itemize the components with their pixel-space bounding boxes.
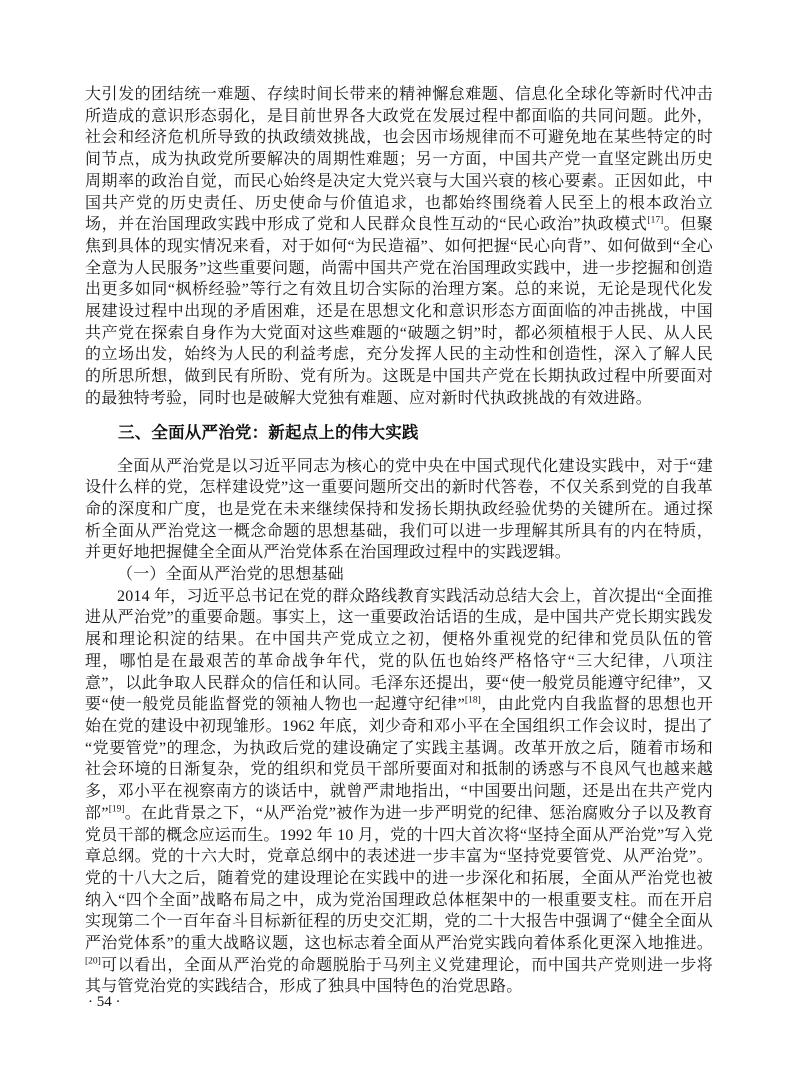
text-run: 2014 年，习近平总书记在党的群众路线教育实践活动总结大会上，首次提出“全面推进从严治党”的重要命题。事实上，这一重要政治话语的生成，是中国共产党长期实践发展和理论积淀的结果。在中国共产党成立之初，便格外重视党的纪律和党员队伍的管理，哪怕是在最艰苦的革命战争年代，党的队伍也始终严格恪守“三大纪律，八项注意”，以此争取人民群众的信任和认同。毛泽东还提出，要“使一般党员能遵守纪律”，又要“使一般党员能监督党的领袖人物也一起遵守纪律” (85, 587, 713, 714)
text-run: 。但聚焦到具体的现实情况来看，对于如何“为民造福”、如何把握“民心向背”、如何做到“全心全意为人民服务”这些重要问题，尚需中国共产党在治国理政实践中，进一步挖掘和创造出更多如同“枫桥经验”等行之有效且切合实际的治理方案。总的来说，无论是现代化发展建设过程中出现的矛盾困难，还是在思想文化和意识形态方面面临的冲击挑战，中国共产党在探索自身作为大党面对这些难题的“破题之钥”时，都必须植根于人民、从人民的立场出发，始终为人民的利益考虑，充分发挥人民的主动性和创造性，深入了解人民的所思所想，做到民有所盼、党有所为。这既是中国共产党在长期执政过程中所要面对的最独特考验，同时也是破解大党独有难题、应对新时代执政挑战的有效进路。 (85, 216, 713, 407)
article-body (85, 84, 713, 998)
paragraph (85, 456, 713, 565)
citation-ref: [19] (108, 804, 125, 815)
citation-ref: [17] (647, 215, 664, 226)
text-run: 可以看出，全面从严治党的命题脱胎于马列主义党建理论，而中国共产党则进一步将其与管党治党的实践结合，形成了独具中国特色的治党思路。 (85, 956, 713, 996)
page-number: · 54 · (88, 994, 121, 1010)
subsection-heading: （一）全面从严治党的思想基础 (117, 566, 344, 584)
text-run: 大引发的团结统一难题、存续时间长带来的精神懈怠难题、信息化全球化等新时代冲击所造成的意识形态弱化，是目前世界各大政党在发展过程中都面临的共同问题。此外，社会和经济危机所导致的执政绩效挑战，也会因市场规律而不可避免地在某些特定的时间节点，成为执政党所要解决的周期性难题；另一方面，中国共产党一直坚定跳出历史周期率的政治自觉，而民心始终是决定大党兴衰与大国兴衰的核心要素。正因如此，中国共产党的历史责任、历史使命与价值追求，也都始终围绕着人民至上的根本政治立场，并在治国理政实践中形成了党和人民群众良性互动的“民心政治”执政模式 (85, 86, 713, 234)
paragraph (85, 586, 713, 998)
text-run: 全面从严治党是以习近平同志为核心的党中央在中国式现代化建设实践中，对于“建设什么样的党，怎样建设党”这一重要问题所交出的新时代答卷，不仅关系到党的自我革命的深度和广度，也是党在未来继续保持和发扬长期执政经验优势的关键所在。通过探析全面从严治党这一概念命题的思想基础，我们可以进一步理解其所具有的内在特质，并更好地把握健全全面从严治党体系在治国理政过程中的实践逻辑。 (85, 457, 713, 562)
paragraph-continuation (85, 84, 713, 410)
citation-ref: [20] (85, 956, 101, 967)
citation-ref: [18] (464, 695, 481, 706)
text-run: ，由此党内自我监督的思想也开始在党的建设中初现雏形。1962 年底，刘少奇和邓小平在全国组织工作会议时，提出了“党要管党”的理念，为执政后党的建设确定了实践主基调。改革开放之后，随着市场和社会环境的日渐复杂，党的组织和党员干部所要面对和抵制的诱惑与不良风气也越来越多，邓小平在视察南方的谈话中，就曾严肃地指出，“中国要出问题，还是出在共产党内部” (85, 696, 713, 822)
text-run: 。在此背景之下，“从严治党”被作为进一步严明党的纪律、惩治腐败分子以及教育党员干部的概念应运而生。1992 年 10 月，党的十四大首次将“坚持全面从严治党”写入党章总纲。党的十六大时，党章总纲中的表述进一步丰富为“坚持党要管党、从严治党”。党的十八大之后，随着党的建设理论在实践中的进一步深化和拓展，全面从严治党也被纳入“四个全面”战略布局之中，成为党治国理政总体框架中的一根重要支柱。而在开启实现第二个一百年奋斗目标新征程的历史交汇期，党的二十大报告中强调了“健全全面从严治党体系”的重大战略议题，这也标志着全面从严治党实践向着体系化更深入地推进。 (85, 804, 713, 953)
section-heading: 三、全面从严治党：新起点上的伟大实践 (118, 423, 419, 442)
